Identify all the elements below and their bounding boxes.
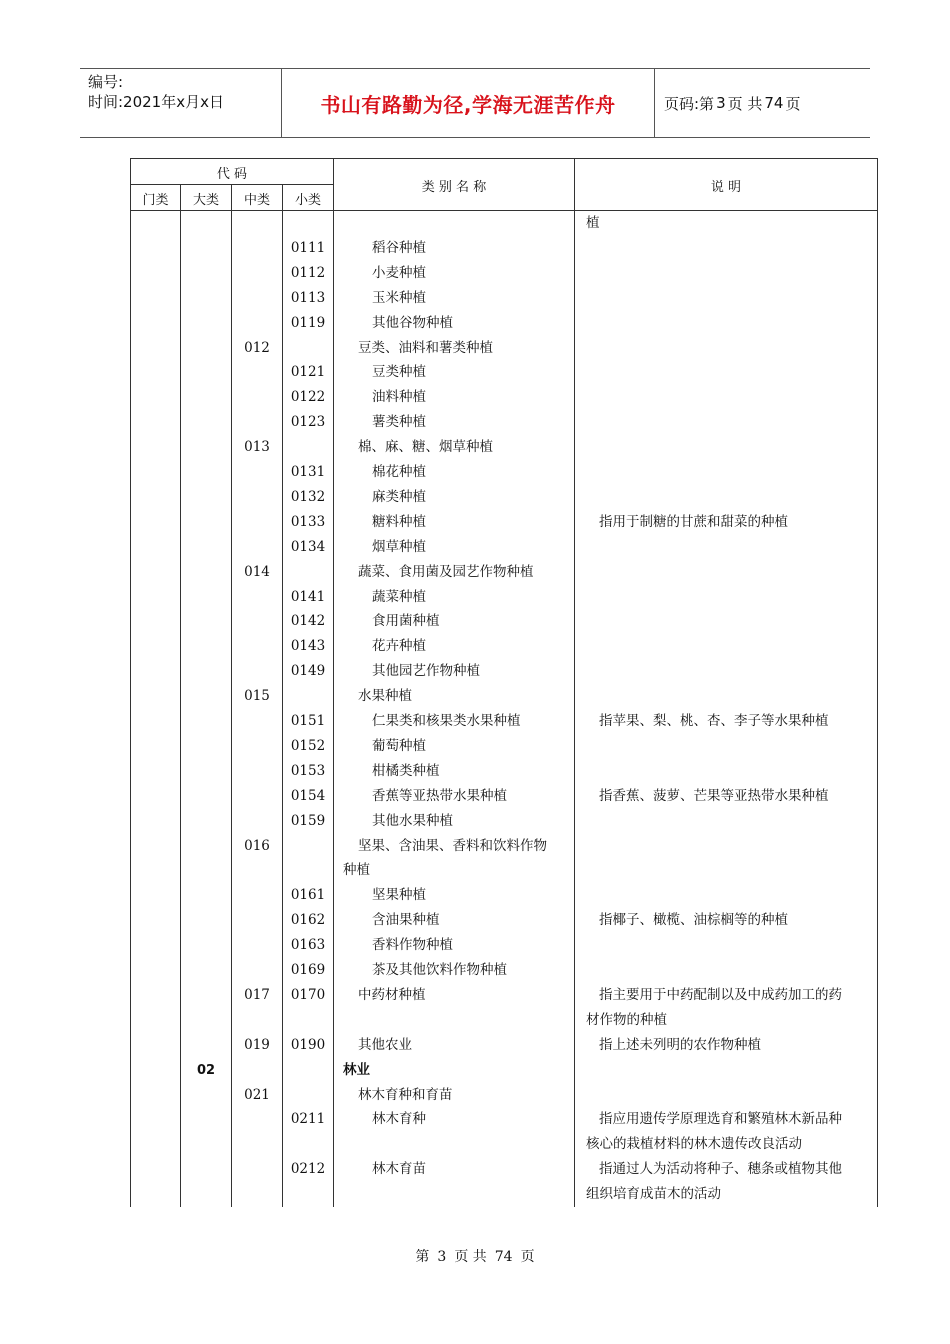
table-row <box>131 834 877 859</box>
table-row <box>131 1033 877 1058</box>
table-row <box>131 311 877 336</box>
header-meta <box>88 72 280 134</box>
cell-description: 组织培育成苗木的活动 <box>586 1186 721 1203</box>
table-row <box>131 585 877 610</box>
cell-small-code: 0162 <box>290 912 326 929</box>
col-header-big: 大类 <box>192 193 219 208</box>
page-footer <box>0 1246 950 1266</box>
table-row <box>131 1157 877 1182</box>
table-row <box>131 336 877 361</box>
table-row <box>131 286 877 311</box>
cell-small-code: 0134 <box>290 538 326 555</box>
cell-small-code: 0161 <box>290 887 326 904</box>
table-row <box>131 858 877 883</box>
table-row <box>131 460 877 485</box>
page-number: 3 <box>716 94 726 112</box>
cell-category-name: 香蕉等亚热带水果种植 <box>372 787 507 804</box>
cell-small-code: 0111 <box>290 239 326 256</box>
footer-suffix: 页 <box>520 1249 535 1265</box>
cell-small-code: 0154 <box>290 787 326 804</box>
cell-category-name: 花卉种植 <box>372 638 426 655</box>
table-row <box>131 560 877 585</box>
cell-small-code: 0119 <box>290 314 326 331</box>
cell-description: 指上述未列明的农作物种植 <box>599 1036 761 1053</box>
cell-category-name: 烟草种植 <box>372 538 426 555</box>
table-row <box>131 1083 877 1108</box>
cell-small-code: 0141 <box>290 588 326 605</box>
cell-category-name: 食用菌种植 <box>372 613 440 630</box>
table-row <box>131 609 877 634</box>
table-row <box>131 958 877 983</box>
cell-mid-code: 021 <box>244 1086 270 1103</box>
cell-description: 指通过人为活动将种子、穗条或植物其他 <box>599 1161 842 1178</box>
table-row <box>131 261 877 286</box>
number-label: 编号: <box>88 73 124 91</box>
col-header-note: 说 明 <box>710 180 742 195</box>
cell-description: 指椰子、橄榄、油棕榈等的种植 <box>599 912 788 929</box>
cell-small-code: 0190 <box>290 1036 326 1053</box>
cell-category-name: 种植 <box>343 862 370 879</box>
cell-small-code: 0123 <box>290 414 326 431</box>
cell-category-name: 其他谷物种植 <box>372 314 453 331</box>
cell-category-name: 麻类种植 <box>372 488 426 505</box>
cell-category-name: 稻谷种植 <box>372 239 426 256</box>
cell-category-name: 蔬菜种植 <box>372 588 426 605</box>
cell-category-name: 其他园艺作物种植 <box>372 663 480 680</box>
table-row <box>131 1008 877 1033</box>
table-row <box>131 1182 877 1207</box>
cell-small-code: 0113 <box>290 289 326 306</box>
cell-small-code: 0149 <box>290 663 326 680</box>
cell-category-name: 香料作物种植 <box>372 937 453 954</box>
cell-category-name: 豆类、油料和薯类种植 <box>358 339 493 356</box>
cell-category-name: 葡萄种植 <box>372 737 426 754</box>
cell-category-name: 豆类种植 <box>372 364 426 381</box>
table-row <box>131 634 877 659</box>
table-row <box>131 510 877 535</box>
cell-small-code: 0211 <box>290 1111 326 1128</box>
cell-description: 指主要用于中药配制以及中成药加工的药 <box>599 986 842 1003</box>
cell-small-code: 0142 <box>290 613 326 630</box>
header-divider <box>654 69 655 137</box>
page-total: 74 <box>764 94 784 112</box>
cell-category-name: 玉米种植 <box>372 289 426 306</box>
cell-small-code: 0153 <box>290 762 326 779</box>
table-row <box>131 485 877 510</box>
cell-small-code: 0112 <box>290 264 326 281</box>
cell-category-name: 薯类种植 <box>372 414 426 431</box>
cell-mid-code: 016 <box>244 837 270 854</box>
cell-category-name: 柑橘类种植 <box>372 762 440 779</box>
cell-category-name: 林木育种和育苗 <box>358 1086 453 1103</box>
cell-description: 指用于制糖的甘蔗和甜菜的种植 <box>599 513 788 530</box>
classification-table <box>130 158 878 1207</box>
time-label: 时间:2021年x月x日 <box>88 93 224 111</box>
cell-mid-code: 019 <box>244 1036 270 1053</box>
table-row <box>131 1058 877 1083</box>
col-header-mid: 中类 <box>243 193 270 208</box>
cell-category-name: 坚果、含油果、香料和饮料作物 <box>358 837 547 854</box>
page-label: 页码:第 <box>664 94 715 113</box>
cell-description: 核心的栽植材料的林木遗传改良活动 <box>586 1136 802 1153</box>
cell-small-code: 0170 <box>290 986 326 1003</box>
cell-category-name: 糖料种植 <box>372 513 426 530</box>
page-end-text: 页 <box>785 94 801 113</box>
cell-category-name: 坚果种植 <box>372 887 426 904</box>
cell-category-name: 林木育种 <box>372 1111 426 1128</box>
cell-category-name: 林木育苗 <box>372 1161 426 1178</box>
footer-page: 3 <box>437 1249 447 1265</box>
cell-category-name: 茶及其他饮料作物种植 <box>372 962 507 978</box>
cell-description: 指应用遗传学原理选育和繁殖林木新品种 <box>599 1111 842 1128</box>
cell-mid-code: 015 <box>244 688 270 705</box>
cell-category-name: 其他水果种植 <box>372 812 453 829</box>
cell-category-name: 棉花种植 <box>372 464 426 480</box>
table-row <box>131 784 877 809</box>
cell-small-code: 0163 <box>290 937 326 954</box>
col-header-door: 门类 <box>142 193 169 208</box>
header-row-divider <box>131 184 333 185</box>
table-row <box>131 211 877 236</box>
cell-small-code: 0121 <box>290 364 326 381</box>
footer-prefix: 第 <box>415 1249 430 1265</box>
document-header <box>80 68 870 138</box>
cell-mid-code: 012 <box>244 339 270 356</box>
cell-description: 材作物的种植 <box>586 1011 667 1028</box>
cell-category-name: 仁果类和核果类水果种植 <box>372 713 521 729</box>
table-row <box>131 410 877 435</box>
cell-small-code: 0159 <box>290 812 326 829</box>
footer-total: 74 <box>494 1249 513 1265</box>
table-row <box>131 734 877 759</box>
table-row <box>131 684 877 709</box>
cell-small-code: 0151 <box>290 713 326 729</box>
code-group-header: 代 码 <box>216 167 248 182</box>
cell-small-code: 0169 <box>290 962 326 978</box>
col-header-small: 小类 <box>294 193 321 208</box>
cell-description: 植 <box>586 215 600 231</box>
cell-mid-code: 013 <box>244 439 270 456</box>
table-row <box>131 1132 877 1157</box>
cell-category-name: 水果种植 <box>358 688 412 705</box>
cell-category-name: 油料种植 <box>372 389 426 406</box>
col-header-name: 类 别 名 称 <box>421 180 487 195</box>
table-row <box>131 1107 877 1132</box>
cell-description: 指香蕉、菠萝、芒果等亚热带水果种植 <box>599 787 829 804</box>
cell-small-code: 0132 <box>290 488 326 505</box>
cell-small-code: 0122 <box>290 389 326 406</box>
cell-description: 指苹果、梨、桃、杏、李子等水果种植 <box>599 713 829 729</box>
table-row <box>131 535 877 560</box>
cell-small-code: 0152 <box>290 737 326 754</box>
cell-category-name: 其他农业 <box>358 1036 412 1053</box>
cell-category-name: 小麦种植 <box>372 264 426 281</box>
footer-mid: 页 共 <box>454 1249 487 1265</box>
page-mid-text: 页 共 <box>727 94 763 113</box>
table-row <box>131 360 877 385</box>
table-row <box>131 933 877 958</box>
table-row <box>131 883 877 908</box>
cell-small-code: 0133 <box>290 513 326 530</box>
cell-mid-code: 014 <box>244 563 270 580</box>
cell-category-name: 中药材种植 <box>358 986 426 1003</box>
header-page-indicator <box>664 69 803 137</box>
table-row <box>131 983 877 1008</box>
cell-category-name: 含油果种植 <box>372 912 440 929</box>
cell-category-name: 棉、麻、糖、烟草种植 <box>358 439 493 456</box>
cell-small-code: 0131 <box>290 464 326 480</box>
cell-mid-code: 017 <box>244 986 270 1003</box>
cell-small-code: 0212 <box>290 1161 326 1178</box>
cell-category-name: 蔬菜、食用菌及园艺作物种植 <box>358 563 534 580</box>
table-row <box>131 809 877 834</box>
header-motto: 书山有路勤为径,学海无涯苦作舟 <box>320 92 616 117</box>
cell-category-name: 林业 <box>343 1061 370 1078</box>
cell-big-code: 02 <box>196 1062 216 1078</box>
table-row <box>131 435 877 460</box>
table-row <box>131 659 877 684</box>
table-row <box>131 236 877 261</box>
cell-small-code: 0143 <box>290 638 326 655</box>
table-row <box>131 908 877 933</box>
table-row <box>131 385 877 410</box>
table-row <box>131 709 877 734</box>
table-row <box>131 759 877 784</box>
